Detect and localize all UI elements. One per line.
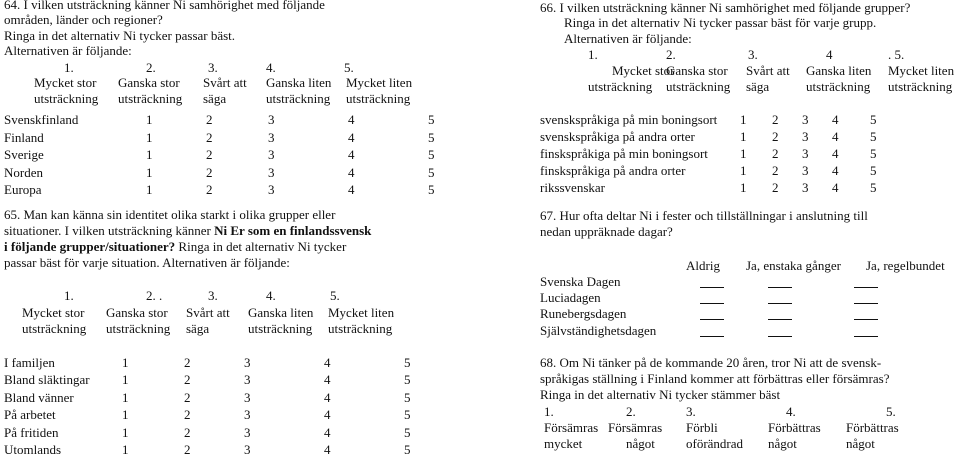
q66-scale-bottom-4: utsträckning xyxy=(806,79,871,94)
q66-number-5: . 5. xyxy=(888,47,905,62)
q64-scale-bottom-3: säga xyxy=(203,91,227,106)
q64-number-4: 4. xyxy=(266,60,276,75)
q66-rating-option[interactable]: 2 xyxy=(772,129,779,144)
q65-rating-option[interactable]: 4 xyxy=(324,442,331,457)
q65-rating-option[interactable]: 2 xyxy=(184,407,191,423)
q65-rating-option[interactable]: 2 xyxy=(184,442,191,457)
q65-rating-option[interactable]: 2 xyxy=(184,355,191,370)
q66-scale-top-4: Ganska liten xyxy=(806,63,872,78)
q65-rating-option[interactable]: 1 xyxy=(122,389,129,405)
q65-text-line-3-plain: Ringa in det alternativ Ni tycker xyxy=(178,239,347,254)
q65-scale-top-1: Mycket stor xyxy=(22,305,85,320)
q66-row-label: rikssvenskar xyxy=(540,180,605,195)
q66-number-3: 3. xyxy=(748,47,758,62)
q68-scale-top-3: Förbli xyxy=(686,420,718,435)
q68-number-1: 1. xyxy=(544,404,554,419)
answer-line[interactable] xyxy=(854,326,878,337)
q66-rating-option[interactable]: 2 xyxy=(772,180,779,195)
q68-scale-bottom-5: något xyxy=(846,436,875,451)
q64-rating-option[interactable]: 5 xyxy=(428,182,435,198)
q67-answer-blank[interactable] xyxy=(700,292,724,308)
q64-text-line-1: 64. I vilken utsträckning känner Ni samhörighet med följande xyxy=(4,0,325,12)
q64-scale-top-2: Ganska stor xyxy=(118,75,180,90)
q68-scale-bottom-1: mycket xyxy=(544,436,583,451)
q66-rating-option[interactable]: 1 xyxy=(740,112,747,127)
q67-header-aldrig: Aldrig xyxy=(686,258,720,273)
q64-row-label: Svenskfinland xyxy=(4,112,79,127)
answer-line[interactable] xyxy=(700,277,724,288)
q65-rating-option[interactable]: 4 xyxy=(324,389,331,405)
q65-rating-option[interactable]: 3 xyxy=(244,389,251,405)
q64-rating-option[interactable]: 4 xyxy=(348,182,355,198)
q66-rating-option[interactable]: 3 xyxy=(802,146,809,161)
q64-scale-top-4: Ganska liten xyxy=(266,75,332,90)
q68-scale-top-1: Försämras xyxy=(544,420,599,435)
answer-line[interactable] xyxy=(700,309,724,320)
q64-number-1: 1. xyxy=(64,60,74,75)
q65-number-2: 2. . xyxy=(146,288,163,303)
answer-line[interactable] xyxy=(700,326,724,337)
q66-rating-option[interactable]: 3 xyxy=(802,112,809,127)
q67-answer-blank[interactable] xyxy=(768,308,792,324)
q66-number-4: 4 xyxy=(826,47,833,62)
q68-scale-bottom-3: oförändrad xyxy=(686,436,744,451)
q66-scale-top-3: Svårt att xyxy=(746,63,790,78)
q65-rating-option[interactable]: 1 xyxy=(122,355,129,370)
q66-scale-top-1: Mycket stor xyxy=(612,63,675,78)
answer-line[interactable] xyxy=(768,277,792,288)
q67-text-line-1: 67. Hur ofta deltar Ni i fester och tillställningar i anslutning till xyxy=(540,208,868,223)
q64-rating-option[interactable]: 3 xyxy=(268,182,275,198)
q68-scale-top-4: Förbättras xyxy=(768,420,821,435)
q65-number-3: 3. xyxy=(208,288,218,303)
q66-rating-option[interactable]: 3 xyxy=(802,129,809,144)
q66-rating-option[interactable]: 5 xyxy=(870,146,877,161)
q64-rating-option[interactable]: 2 xyxy=(206,164,213,180)
q66-rating-option[interactable]: 1 xyxy=(740,129,747,144)
q68-text-line-1: 68. Om Ni tänker på de kommande 20 åren, tror Ni att de svensk- xyxy=(540,355,882,370)
q64-rating-option[interactable]: 3 xyxy=(268,129,275,145)
answer-line[interactable] xyxy=(854,293,878,304)
q66-scale-top-2: Ganska stor xyxy=(666,63,728,78)
q65-rating-option[interactable]: 1 xyxy=(122,407,129,423)
q65-rating-option[interactable]: 1 xyxy=(122,372,129,388)
q65-rating-option[interactable]: 5 xyxy=(404,407,411,423)
q65-rating-option[interactable]: 4 xyxy=(324,407,331,423)
q64-rating-option[interactable]: 1 xyxy=(146,129,153,145)
answer-line[interactable] xyxy=(768,326,792,337)
q65-scale-top-3: Svårt att xyxy=(186,305,230,320)
q68-scale-top-5: Förbättras xyxy=(846,420,899,435)
q68-scale-bottom-4: något xyxy=(768,436,797,451)
q65-number-2-text: 2. xyxy=(146,288,156,303)
q64-scale-bottom-5: utsträckning xyxy=(346,91,411,106)
answer-line[interactable] xyxy=(854,277,878,288)
q66-number-2: 2. xyxy=(666,47,676,62)
q64-row-label: Europa xyxy=(4,182,42,198)
q66-scale-bottom-3: säga xyxy=(746,79,770,94)
q65-number-4: 4. xyxy=(266,288,276,303)
q64-number-2: 2. xyxy=(146,60,156,75)
q66-rating-option[interactable]: 1 xyxy=(740,163,747,178)
q64-row-label: Finland xyxy=(4,129,44,145)
q68-scale-top-2: Försämras xyxy=(608,420,663,435)
q64-rating-option[interactable]: 5 xyxy=(428,147,435,163)
q66-scale-top-5: Mycket liten xyxy=(888,63,955,78)
q67-answer-blank[interactable] xyxy=(854,292,878,308)
q68-number-5: 5. xyxy=(886,404,896,419)
q67-answer-blank[interactable] xyxy=(768,276,792,292)
q65-number-5: 5. xyxy=(330,288,340,303)
q66-rating-option[interactable]: 5 xyxy=(870,180,877,195)
q66-number-1: 1. xyxy=(588,47,598,62)
q64-rating-option[interactable]: 2 xyxy=(206,112,213,127)
q64-rating-option[interactable]: 4 xyxy=(348,129,355,145)
q66-scale-bottom-2: utsträckning xyxy=(666,79,731,94)
q65-rating-option[interactable]: 5 xyxy=(404,442,411,457)
q65-text-line-1: 65. Man kan känna sin identitet olika starkt i olika grupper eller xyxy=(4,207,336,222)
q67-header-enstaka: Ja, enstaka gånger xyxy=(746,258,841,273)
q68-text-line-3: Ringa in det alternativ Ni tycker stämmer bäst xyxy=(540,387,781,402)
q64-rating-option[interactable]: 3 xyxy=(268,147,275,163)
q66-rating-option[interactable]: 2 xyxy=(772,112,779,127)
q65-scale-bottom-4: utsträckning xyxy=(248,321,313,336)
q67-row-label: Luciadagen xyxy=(540,290,601,306)
q68-number-2: 2. xyxy=(626,404,636,419)
q64-number-5: 5. xyxy=(344,60,354,75)
q65-text-line-2 xyxy=(4,223,371,239)
q67-row-label: Självständighetsdagen xyxy=(540,322,657,338)
q64-rating-option[interactable]: 4 xyxy=(348,112,355,127)
q65-text-line-2-bold: Ni Er som en finlandssvensk xyxy=(214,223,372,238)
q66-text-line-2: Ringa in det alternativ Ni tycker passar bäst för varje grupp. xyxy=(564,15,877,30)
q65-row-label: På arbetet xyxy=(4,407,56,423)
q65-rating-option[interactable]: 2 xyxy=(184,389,191,405)
q66-text-line-1: 66. I vilken utsträckning känner Ni samhörighet med följande grupper? xyxy=(540,0,911,15)
q65-rating-option[interactable]: 5 xyxy=(404,355,411,370)
q65-scale-bottom-1: utsträckning xyxy=(22,321,87,336)
q65-rating-option[interactable]: 5 xyxy=(404,389,411,405)
q64-rating-option[interactable]: 2 xyxy=(206,129,213,145)
q65-rating-option[interactable]: 3 xyxy=(244,407,251,423)
q64-rating-option[interactable]: 4 xyxy=(348,147,355,163)
q65-text-line-4: passar bäst för varje situation. Alternativen är följande: xyxy=(4,255,290,270)
q67-answer-blank[interactable] xyxy=(854,325,878,341)
q65-row-label: I familjen xyxy=(4,355,55,370)
q66-rating-option[interactable]: 3 xyxy=(802,163,809,178)
q65-scale-top-5: Mycket liten xyxy=(328,305,395,320)
answer-line[interactable] xyxy=(768,309,792,320)
answer-line[interactable] xyxy=(768,293,792,304)
q65-rating-option[interactable]: 1 xyxy=(122,442,129,457)
q64-rating-option[interactable]: 3 xyxy=(268,164,275,180)
q68-number-3: 3. xyxy=(686,404,696,419)
q64-rating-option[interactable]: 1 xyxy=(146,112,153,127)
q66-row-label: svenskspråkiga på andra orter xyxy=(540,129,695,144)
q67-answer-blank[interactable] xyxy=(768,325,792,341)
q67-text-line-2: nedan uppräknade dagar? xyxy=(540,224,673,239)
q64-scale-top-3: Svårt att xyxy=(203,75,247,90)
answer-line[interactable] xyxy=(700,293,724,304)
q65-number-1: 1. xyxy=(64,288,74,303)
q64-text-line-2: områden, länder och regioner? xyxy=(4,12,163,27)
q65-scale-top-2: Ganska stor xyxy=(106,305,168,320)
q65-rating-option[interactable]: 5 xyxy=(404,372,411,388)
q65-row-label: På fritiden xyxy=(4,424,59,440)
q64-rating-option[interactable]: 1 xyxy=(146,164,153,180)
q67-answer-blank[interactable] xyxy=(700,325,724,341)
q64-rating-option[interactable]: 1 xyxy=(146,147,153,163)
q64-row-label: Norden xyxy=(4,164,43,180)
q64-row-label: Sverige xyxy=(4,147,44,163)
q66-rating-option[interactable]: 5 xyxy=(870,163,877,178)
q65-text-line-3 xyxy=(4,239,346,255)
q67-row-label: Runebergsdagen xyxy=(540,306,627,322)
q67-answer-blank[interactable] xyxy=(700,308,724,324)
q66-rating-option[interactable]: 4 xyxy=(832,163,839,178)
q64-text-line-4: Alternativen är följande: xyxy=(4,43,132,58)
q64-scale-bottom-1: utsträckning xyxy=(34,91,99,106)
q66-rating-option[interactable]: 1 xyxy=(740,180,747,195)
q66-row-label: finskspråkiga på andra orter xyxy=(540,163,686,178)
q68-number-4: 4. xyxy=(786,404,796,419)
q67-answer-blank[interactable] xyxy=(854,276,878,292)
q66-scale-bottom-5: utsträckning xyxy=(888,79,953,94)
answer-line[interactable] xyxy=(854,309,878,320)
q64-scale-bottom-2: utsträckning xyxy=(118,91,183,106)
q67-header-regelbundet: Ja, regelbundet xyxy=(866,258,945,273)
q66-text-line-3: Alternativen är följande: xyxy=(564,31,692,46)
q64-rating-option[interactable]: 5 xyxy=(428,112,435,127)
q66-rating-option[interactable]: 2 xyxy=(772,146,779,161)
q64-rating-option[interactable]: 5 xyxy=(428,164,435,180)
q66-row-label: svenskspråkiga på min boningsort xyxy=(540,112,718,127)
q64-text-line-3: Ringa in det alternativ Ni tycker passar bäst. xyxy=(4,28,236,43)
q64-rating-option[interactable]: 4 xyxy=(348,164,355,180)
q65-text-line-2-plain: situationer. I vilken utsträckning känner xyxy=(4,223,211,238)
q67-answer-blank[interactable] xyxy=(768,292,792,308)
q68-text-line-2: språkigas ställning i Finland kommer att förbättras eller försämras? xyxy=(540,371,890,386)
q66-rating-option[interactable]: 1 xyxy=(740,146,747,161)
q65-scale-bottom-3: säga xyxy=(186,321,210,336)
q65-rating-option[interactable]: 4 xyxy=(324,424,331,440)
q66-rating-option[interactable]: 4 xyxy=(832,146,839,161)
q64-rating-option[interactable]: 5 xyxy=(428,129,435,145)
q66-rating-option[interactable]: 4 xyxy=(832,180,839,195)
q66-scale-bottom-1: utsträckning xyxy=(588,79,653,94)
q65-rating-option[interactable]: 3 xyxy=(244,355,251,370)
q64-rating-option[interactable]: 3 xyxy=(268,112,275,127)
q65-row-label: Utomlands xyxy=(4,442,62,457)
q65-rating-option[interactable]: 1 xyxy=(122,424,129,440)
q65-row-label: Bland vänner xyxy=(4,389,74,405)
q64-rating-option[interactable]: 2 xyxy=(206,182,213,198)
q66-rating-option[interactable]: 4 xyxy=(832,129,839,144)
q65-rating-option[interactable]: 3 xyxy=(244,424,251,440)
q65-scale-bottom-5: utsträckning xyxy=(328,321,393,336)
q65-rating-option[interactable]: 2 xyxy=(184,424,191,440)
q65-rating-option[interactable]: 5 xyxy=(404,424,411,440)
q66-row-label: finskspråkiga på min boningsort xyxy=(540,146,708,161)
q64-rating-option[interactable]: 1 xyxy=(146,182,153,198)
q66-rating-option[interactable]: 4 xyxy=(832,112,839,127)
q64-rating-option[interactable]: 2 xyxy=(206,147,213,163)
q65-text-line-3-bold: i följande grupper/situationer? xyxy=(4,239,176,254)
q65-rating-option[interactable]: 4 xyxy=(324,355,331,370)
q65-rating-option[interactable]: 3 xyxy=(244,442,251,457)
q65-row-label: Bland släktingar xyxy=(4,372,90,388)
q66-rating-option[interactable]: 3 xyxy=(802,180,809,195)
q65-rating-option[interactable]: 4 xyxy=(324,372,331,388)
q68-scale-bottom-2: något xyxy=(626,436,655,451)
q67-answer-blank[interactable] xyxy=(700,276,724,292)
q65-rating-option[interactable]: 2 xyxy=(184,372,191,388)
q64-scale-bottom-4: utsträckning xyxy=(266,91,331,106)
q65-rating-option[interactable]: 3 xyxy=(244,372,251,388)
q65-scale-bottom-2: utsträckning xyxy=(106,321,171,336)
q66-rating-option[interactable]: 2 xyxy=(772,163,779,178)
q66-rating-option[interactable]: 5 xyxy=(870,129,877,144)
q64-scale-top-5: Mycket liten xyxy=(346,75,413,90)
q67-answer-blank[interactable] xyxy=(854,308,878,324)
q66-rating-option[interactable]: 5 xyxy=(870,112,877,127)
q64-scale-top-1: Mycket stor xyxy=(34,75,97,90)
q64-number-3: 3. xyxy=(208,60,218,75)
q67-row-label: Svenska Dagen xyxy=(540,274,621,289)
q65-scale-top-4: Ganska liten xyxy=(248,305,314,320)
